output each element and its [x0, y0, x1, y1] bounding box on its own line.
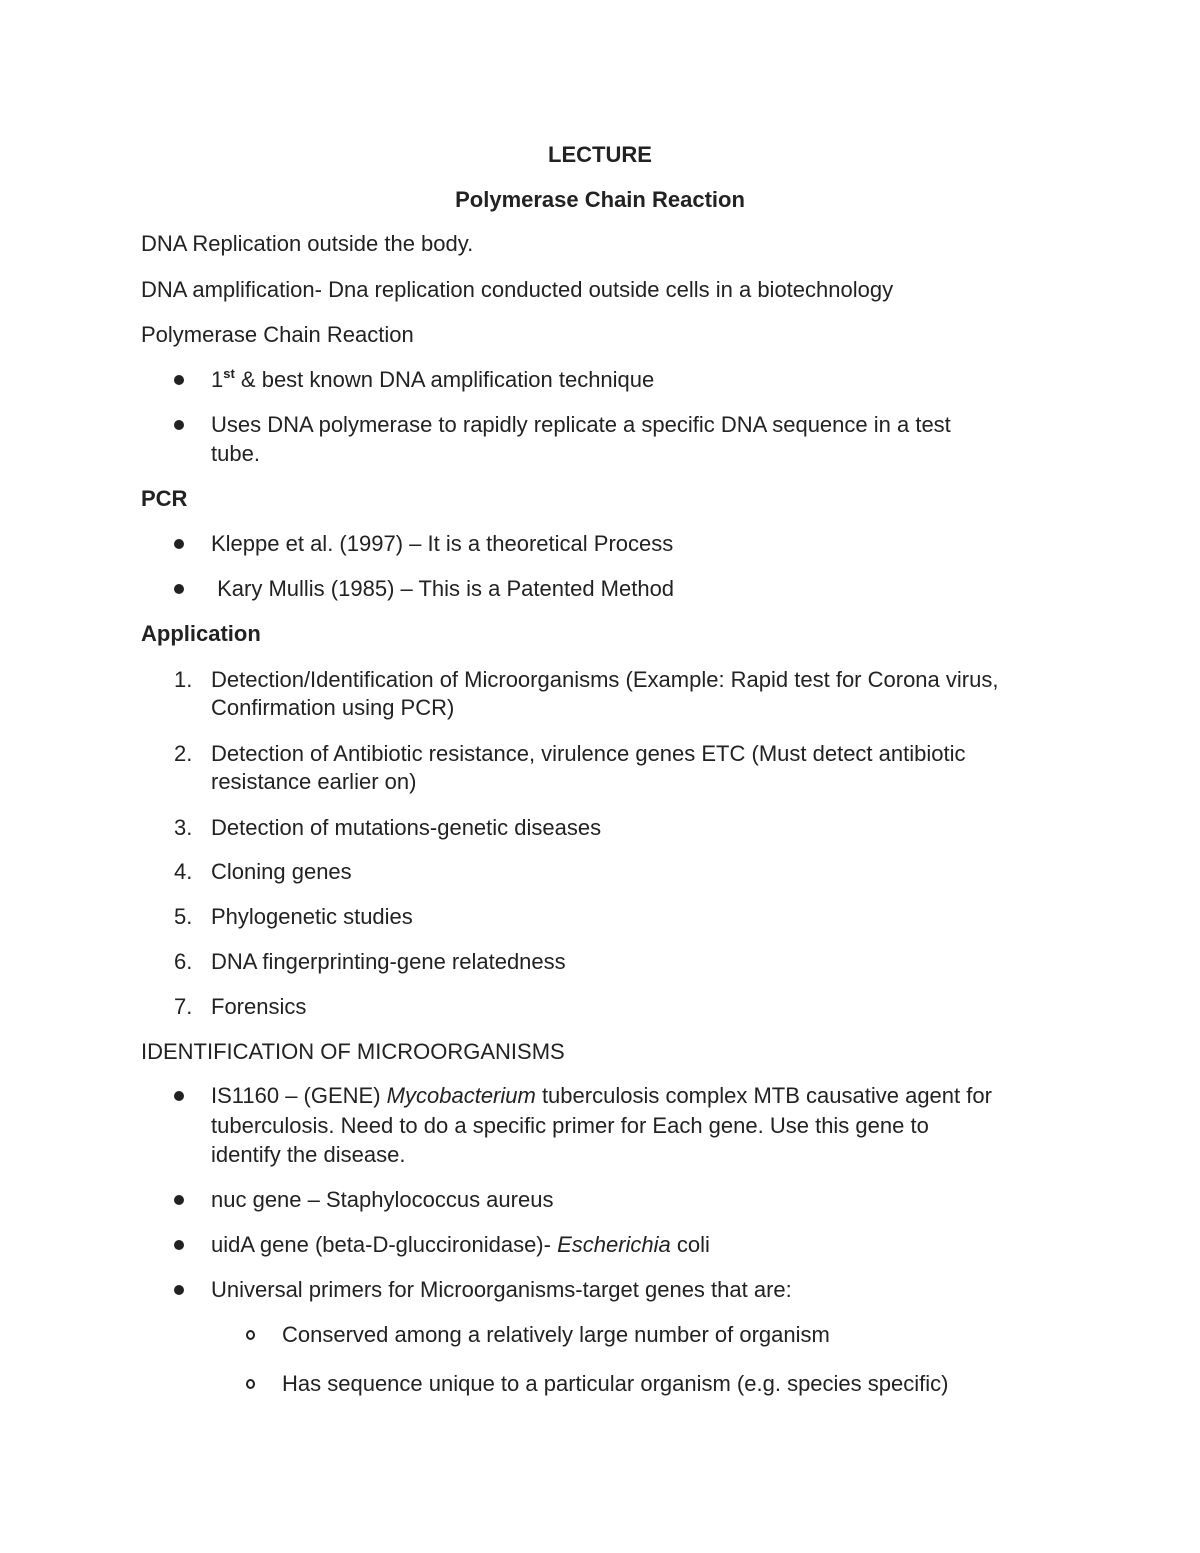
application-item-1-line-1: Detection/Identification of Microorganisms (Example: Rapid test for Corona virus, [211, 667, 999, 692]
list-number: 5. [174, 904, 193, 929]
bullet-text: uidA gene (beta-D-gluccironidase)- [211, 1232, 558, 1257]
application-item-2-line-1: Detection of Antibiotic resistance, virulence genes ETC (Must detect antibiotic [211, 741, 966, 766]
application-item-3: Detection of mutations-genetic diseases [211, 815, 602, 840]
bullet-dot [174, 584, 184, 594]
application-item-4: Cloning genes [211, 859, 352, 884]
sub-bullet-circle [246, 1330, 255, 1340]
bullet-dot [174, 539, 184, 549]
identification-bullet-3 [211, 1231, 710, 1259]
application-heading: Application [141, 621, 261, 646]
identification-bullet-1-line-2: tuberculosis. Need to do a specific primer for Each gene. Use this gene to [211, 1113, 929, 1138]
intro-line-2: DNA amplification- Dna replication conducted outside cells in a biotechnology [141, 277, 894, 302]
list-number: 6. [174, 949, 193, 974]
bullet-text: coli [670, 1232, 710, 1257]
identification-heading: IDENTIFICATION OF MICROORGANISMS [141, 1039, 565, 1064]
pcr-heading: PCR [141, 486, 188, 511]
bullet-dot [174, 1091, 184, 1101]
intro-line-3: Polymerase Chain Reaction [141, 322, 414, 347]
bullet-dot [174, 420, 184, 430]
application-item-5: Phylogenetic studies [211, 904, 413, 929]
pcr-bullet-1: Kleppe et al. (1997) – It is a theoretical Process [211, 531, 674, 556]
list-number: 4. [174, 859, 193, 884]
page-title: LECTURE [548, 142, 652, 167]
species-name: Escherichia [557, 1232, 671, 1257]
bullet-text: 1 [211, 367, 224, 392]
bullet-text: & best known DNA amplification technique [234, 367, 655, 392]
pcr-intro-bullet-2-line-2: tube. [211, 441, 260, 466]
pcr-bullet-2: Kary Mullis (1985) – This is a Patented Method [211, 576, 675, 601]
bullet-dot [174, 1240, 184, 1250]
application-item-6: DNA fingerprinting-gene relatedness [211, 949, 566, 974]
bullet-text: tuberculosis complex MTB causative agent for [535, 1083, 992, 1108]
application-item-1-line-2: Confirmation using PCR) [211, 695, 455, 720]
intro-line-1: DNA Replication outside the body. [141, 231, 474, 256]
sub-bullet-circle [246, 1379, 255, 1389]
application-item-7: Forensics [211, 994, 307, 1019]
bullet-dot [174, 1285, 184, 1295]
application-item-2-line-2: resistance earlier on) [211, 769, 417, 794]
list-number: 1. [174, 667, 193, 692]
identification-bullet-1-line-1 [211, 1082, 992, 1110]
bullet-text: IS1160 – (GENE) [211, 1083, 387, 1108]
identification-bullet-2: nuc gene – Staphylococcus aureus [211, 1187, 554, 1212]
list-number: 7. [174, 994, 193, 1019]
identification-bullet-1-line-3: identify the disease. [211, 1142, 406, 1167]
identification-sub-bullet-2: Has sequence unique to a particular organism (e.g. species specific) [282, 1371, 949, 1396]
list-number: 2. [174, 741, 193, 766]
species-name: Mycobacterium [386, 1083, 536, 1108]
page-subtitle: Polymerase Chain Reaction [455, 187, 745, 212]
identification-bullet-4: Universal primers for Microorganisms-target genes that are: [211, 1277, 792, 1302]
superscript: st [223, 366, 235, 381]
list-number: 3. [174, 815, 193, 840]
pcr-intro-bullet-2-line-1: Uses DNA polymerase to rapidly replicate a specific DNA sequence in a test [211, 412, 951, 437]
pcr-intro-bullet-1 [211, 366, 654, 397]
bullet-dot [174, 1195, 184, 1205]
identification-sub-bullet-1: Conserved among a relatively large number of organism [282, 1322, 830, 1347]
bullet-dot [174, 375, 184, 385]
